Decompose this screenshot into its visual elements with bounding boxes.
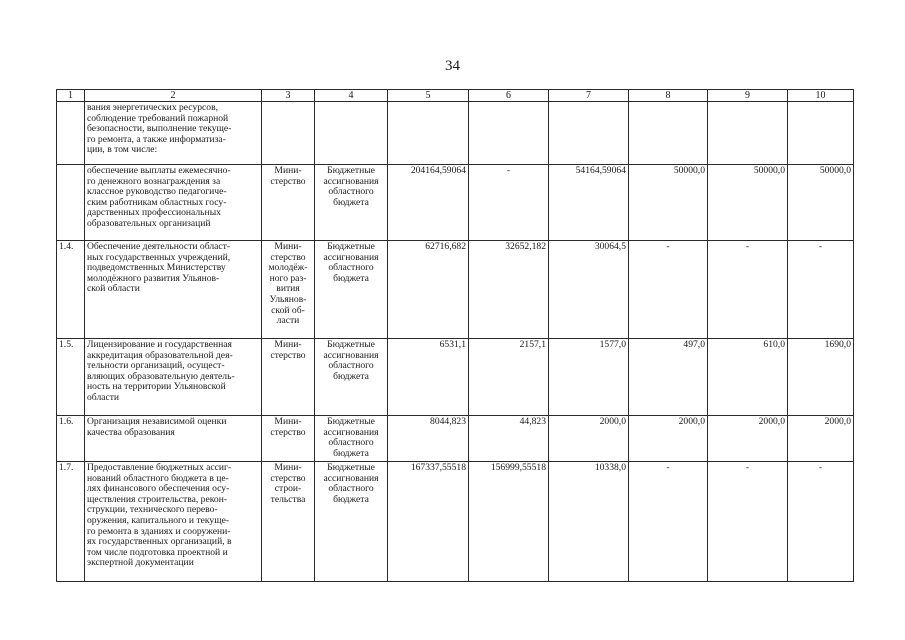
amount-v5 xyxy=(388,102,469,165)
funding-source-line: бюджета xyxy=(333,370,369,382)
column-number: 6 xyxy=(469,90,549,102)
amount-v6: 156999,55518 xyxy=(469,462,549,582)
item-description xyxy=(85,339,262,416)
item-description-line: го ремонта в зданиях и сооружени- xyxy=(87,525,231,537)
item-description-line: том числе подготовка проектной и xyxy=(87,546,228,558)
column-number-row xyxy=(57,90,854,102)
column-number: 3 xyxy=(262,90,315,102)
item-executor-line: строи- xyxy=(274,483,302,495)
item-number: 1.6. xyxy=(57,416,85,462)
funding-source-line: ассигнования xyxy=(323,472,379,484)
table-row xyxy=(57,416,854,462)
funding-source-line: бюджета xyxy=(333,493,369,505)
item-description-line: ществления строительства, рекон- xyxy=(87,493,228,505)
funding-source-line: ассигнования xyxy=(323,251,379,263)
item-description-line: го денежного вознаграждения за xyxy=(87,175,221,187)
item-description-line: тельности организаций, осущест- xyxy=(87,360,225,372)
item-description-line: ской области xyxy=(87,283,140,295)
item-executor-line: стерство xyxy=(270,426,306,438)
page-number: 34 xyxy=(445,58,460,74)
item-description xyxy=(85,165,262,241)
amount-v6: - xyxy=(469,165,549,241)
item-executor xyxy=(262,165,315,241)
funding-source-line: Бюджетные xyxy=(327,241,375,252)
amount-v10: 1690,0 xyxy=(788,339,854,416)
item-executor-line: Мини- xyxy=(274,416,302,427)
amount-v7: 2000,0 xyxy=(549,416,629,462)
item-description-line: Обеспечение деятельности област- xyxy=(87,241,231,252)
item-executor-line: Мини- xyxy=(274,241,302,252)
funding-source-line: ассигнования xyxy=(323,426,379,438)
item-description-line: соблюдение требований пожарной xyxy=(87,112,229,124)
funding-source-line: областного xyxy=(328,483,374,495)
amount-v6 xyxy=(469,102,549,165)
amount-v8: 2000,0 xyxy=(629,416,708,462)
item-executor-line: стерство xyxy=(270,251,306,263)
amount-v9: - xyxy=(708,241,788,339)
item-description-line: ность на территории Ульяновской xyxy=(87,381,226,393)
column-number: 5 xyxy=(388,90,469,102)
budget-table xyxy=(56,89,854,582)
funding-source xyxy=(315,102,388,165)
funding-source xyxy=(315,241,388,339)
amount-v8: 50000,0 xyxy=(629,165,708,241)
table-row xyxy=(57,241,854,339)
amount-v6: 32652,182 xyxy=(469,241,549,339)
item-description-line: го ремонта, а также информатиза- xyxy=(87,133,226,145)
amount-v5: 6531,1 xyxy=(388,339,469,416)
column-number: 2 xyxy=(85,90,262,102)
item-description-line: аккредитация образовательной дея- xyxy=(87,349,233,361)
table-row xyxy=(57,165,854,241)
amount-v8: - xyxy=(629,241,708,339)
item-executor-line: молодёж- xyxy=(268,262,308,274)
amount-v10: 50000,0 xyxy=(788,165,854,241)
column-number: 9 xyxy=(708,90,788,102)
amount-v5: 167337,55518 xyxy=(388,462,469,582)
amount-v8: - xyxy=(629,462,708,582)
item-number: 1.5. xyxy=(57,339,85,416)
item-description-line: Предоставление бюджетных ассиг- xyxy=(87,462,232,473)
item-description xyxy=(85,241,262,339)
item-description xyxy=(85,416,262,462)
amount-v6: 44,823 xyxy=(469,416,549,462)
amount-v10 xyxy=(788,102,854,165)
amount-v5: 62716,682 xyxy=(388,241,469,339)
table-row xyxy=(57,462,854,582)
item-description-line: молодёжного развития Ульянов- xyxy=(87,272,220,284)
amount-v10: - xyxy=(788,462,854,582)
table-row xyxy=(57,339,854,416)
funding-source-line: областного xyxy=(328,262,374,274)
amount-v8: 497,0 xyxy=(629,339,708,416)
amount-v7: 54164,59064 xyxy=(549,165,629,241)
funding-source xyxy=(315,462,388,582)
item-description-line: струкции, технического перево- xyxy=(87,504,218,516)
item-executor-line: ской об- xyxy=(271,304,305,316)
funding-source xyxy=(315,165,388,241)
item-executor-line: тельства xyxy=(270,493,306,505)
item-executor-line: ласти xyxy=(276,315,300,327)
funding-source-line: областного xyxy=(328,186,374,198)
amount-v6: 2157,1 xyxy=(469,339,549,416)
item-description-line: классное руководство педагогиче- xyxy=(87,186,227,198)
funding-source-line: Бюджетные xyxy=(327,462,375,473)
amount-v10: - xyxy=(788,241,854,339)
item-executor xyxy=(262,102,315,165)
funding-source xyxy=(315,416,388,462)
column-number: 7 xyxy=(549,90,629,102)
funding-source-line: ассигнования xyxy=(323,175,379,187)
item-description-line: Организация независимой оценки xyxy=(87,416,227,427)
item-executor-line: стерство xyxy=(270,175,306,187)
column-number: 1 xyxy=(57,90,85,102)
amount-v5: 8044,823 xyxy=(388,416,469,462)
amount-v10: 2000,0 xyxy=(788,416,854,462)
item-description-line: Лицензирование и государственная xyxy=(87,339,232,350)
item-executor xyxy=(262,339,315,416)
funding-source-line: ассигнования xyxy=(323,349,379,361)
funding-source-line: Бюджетные xyxy=(327,339,375,350)
amount-v9: 50000,0 xyxy=(708,165,788,241)
item-executor xyxy=(262,241,315,339)
item-description-line: безопасности, выполнение текуще- xyxy=(87,123,232,135)
item-executor-line: стерство xyxy=(270,472,306,484)
item-description-line: дарственных профессиональных xyxy=(87,207,221,219)
item-description-line: ции, в том числе: xyxy=(87,144,158,156)
item-executor-line: Мини- xyxy=(274,462,302,473)
item-description-line: вания энергетических ресурсов, xyxy=(87,102,219,113)
funding-source-line: бюджета xyxy=(333,447,369,459)
item-description-line: вляющих образовательную деятель- xyxy=(87,370,235,382)
item-number xyxy=(57,165,85,241)
item-description-line: образовательных организаций xyxy=(87,217,211,229)
funding-source-line: областного xyxy=(328,360,374,372)
item-number: 1.7. xyxy=(57,462,85,582)
amount-v8 xyxy=(629,102,708,165)
item-description-line: нований областного бюджета в це- xyxy=(87,472,229,484)
item-description-line: ях государственных организаций, в xyxy=(87,536,232,548)
item-description-line: оружения, капитального и текуще- xyxy=(87,514,230,526)
item-executor-line: Мини- xyxy=(274,339,302,350)
item-executor-line: Мини- xyxy=(274,165,302,176)
table-row xyxy=(57,102,854,165)
funding-source-line: Бюджетные xyxy=(327,165,375,176)
item-number xyxy=(57,102,85,165)
funding-source-line: Бюджетные xyxy=(327,416,375,427)
amount-v5: 204164,59064 xyxy=(388,165,469,241)
item-executor-line: Ульянов- xyxy=(269,293,307,305)
item-description-line: подведомственных Министерству xyxy=(87,262,226,274)
item-executor-line: вития xyxy=(276,283,300,295)
amount-v7: 10338,0 xyxy=(549,462,629,582)
item-description xyxy=(85,102,262,165)
item-description-line: лях финансового обеспечения осу- xyxy=(87,483,230,495)
funding-source-line: бюджета xyxy=(333,196,369,208)
item-executor xyxy=(262,462,315,582)
amount-v7: 30064,5 xyxy=(549,241,629,339)
column-number: 10 xyxy=(788,90,854,102)
funding-source-line: бюджета xyxy=(333,272,369,284)
amount-v9: 2000,0 xyxy=(708,416,788,462)
amount-v7 xyxy=(549,102,629,165)
item-description-line: ским работникам областных госу- xyxy=(87,196,227,208)
amount-v9 xyxy=(708,102,788,165)
item-description-line: обеспечение выплаты ежемесячно- xyxy=(87,165,231,176)
funding-source-line: областного xyxy=(328,437,374,449)
column-number: 4 xyxy=(315,90,388,102)
amount-v9: 610,0 xyxy=(708,339,788,416)
item-description xyxy=(85,462,262,582)
item-number: 1.4. xyxy=(57,241,85,339)
item-executor-line: ного раз- xyxy=(269,272,307,284)
item-description-line: качества образования xyxy=(87,426,175,438)
item-description-line: экспертной документации xyxy=(87,557,194,569)
item-description-line: ных государственных учреждений, xyxy=(87,251,231,263)
funding-source xyxy=(315,339,388,416)
amount-v9: - xyxy=(708,462,788,582)
column-number: 8 xyxy=(629,90,708,102)
item-description-line: области xyxy=(87,391,120,403)
item-executor xyxy=(262,416,315,462)
item-executor-line: стерство xyxy=(270,349,306,361)
table-body xyxy=(57,102,854,582)
amount-v7: 1577,0 xyxy=(549,339,629,416)
